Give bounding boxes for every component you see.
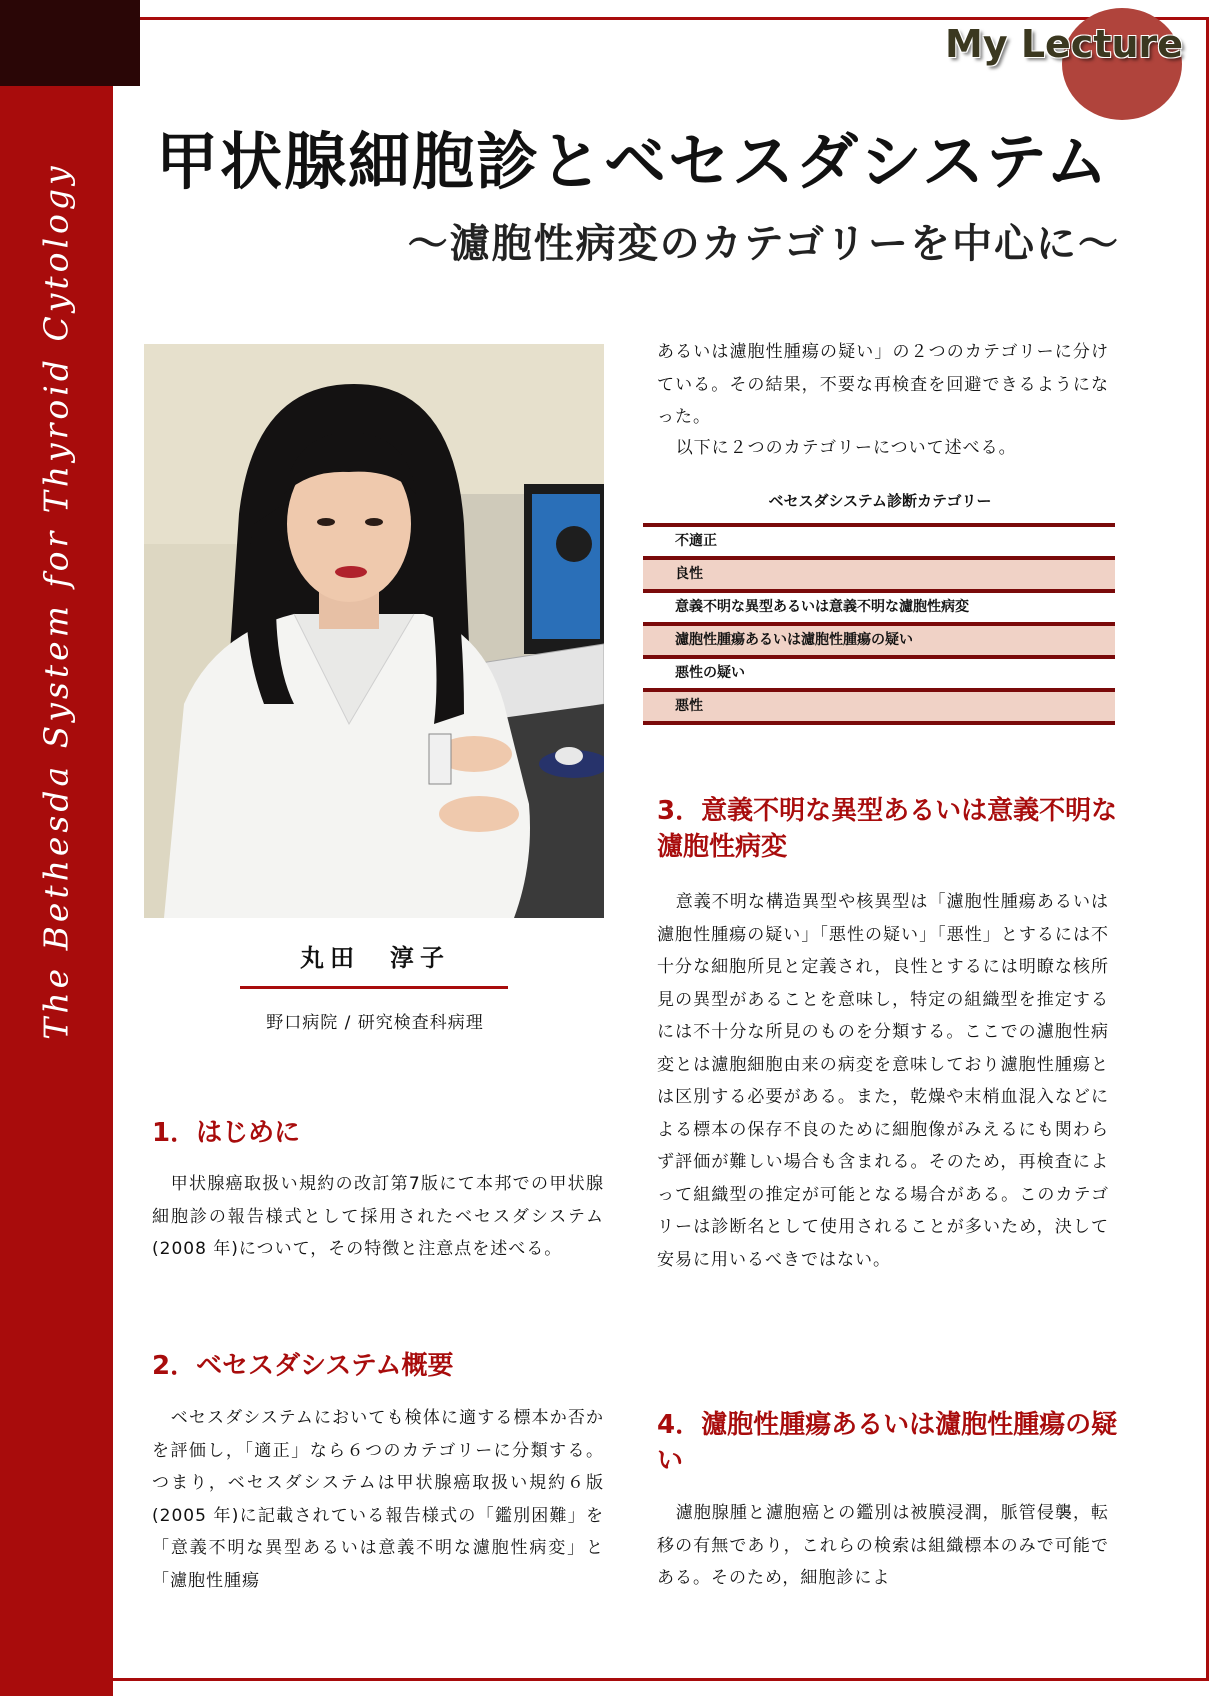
frame-bottom-rule [113, 1678, 1209, 1681]
section-1-heading: 1．はじめに [152, 1118, 301, 1148]
frame-right-rule [1206, 17, 1209, 1680]
section-2-heading: 2．ベセスダシステム概要 [152, 1351, 454, 1381]
column-2-intro: あるいは濾胞性腫瘍の疑い」の２つのカテゴリーに分けている。その結果，不要な再検査を回避できるようになった。 [657, 342, 1109, 427]
section-3-heading: 3．意義不明な異型あるいは意義不明な濾胞性病変 [657, 796, 1118, 862]
table-caption: ベセスダシステム診断カテゴリー [768, 492, 992, 510]
section-3-body: 意義不明な構造異型や核異型は「濾胞性腫瘍あるいは濾胞性腫瘍の疑い」「悪性の疑い」「悪性」とするには不十分な細胞所見と定義され，良性とするには明瞭な核所見の異型があることを意味し，特定の組織型を推定するには不十分な所見のものを分類する。ここでの濾胞性病変とは濾胞細胞由来の病変を意味しており濾胞性腫瘍とは区別する必要がある。また，乾燥や末梢血混入などによる標本の保存不良のために細胞像がみえるにも関わらず評価が難しい場合も含まれる。そのため，再検査によって組織型の推定が可能となる場合がある。このカテゴリーは診断名として使用されることが多いため，決して安易に用いるべきではない。 [657, 892, 1109, 1270]
section-1-body: 甲状腺癌取扱い規約の改訂第7版にて本邦での甲状腺細胞診の報告様式として採用されたベセスダシステム(2008 年)について，その特徴と注意点を述べる。 [152, 1174, 604, 1259]
page-title: 甲状腺細胞診とベセスダシステム [156, 125, 1110, 198]
category-row: 意義不明な異型あるいは意義不明な濾胞性病変 [643, 589, 1115, 622]
sidebar-band [0, 86, 113, 1696]
author-photo [144, 344, 604, 918]
my-lecture-badge: My Lecture [945, 22, 1184, 66]
column-2-intro-2: 以下に２つのカテゴリーについて述べる。 [675, 438, 1017, 458]
table-bottom-rule [643, 721, 1115, 725]
category-row: 良性 [643, 556, 1115, 589]
author-affiliation: 野口病院 / 研究検査科病理 [266, 1013, 484, 1033]
author-photo-illustration [144, 344, 604, 918]
author-name: 丸田 淳子 [300, 944, 450, 972]
sidebar-vertical-title: The Bethesda System for Thyroid Cytology [36, 162, 76, 1040]
section-2-body: ベセスダシステムにおいても検体に適する標本か否かを評価し，「適正」なら６つのカテゴリーに分類する。つまり，ベセスダシステムは甲状腺癌取扱い規約６版(2005 年)に記載されている報告様式の「鑑別困難」を「意義不明な異型あるいは意義不明な濾胞性病変」と「濾胞性腫瘍 [152, 1408, 604, 1591]
category-row: 不適正 [643, 523, 1115, 556]
section-4-heading: 4．濾胞性腫瘍あるいは濾胞性腫瘍の疑い [657, 1410, 1118, 1476]
category-row: 悪性 [643, 688, 1115, 721]
category-row: 悪性の疑い [643, 655, 1115, 688]
page-subtitle: 〜濾胞性病変のカテゴリーを中心に〜 [407, 221, 1120, 267]
category-table [643, 523, 1115, 725]
frame-top-rule [140, 17, 1208, 20]
section-4-body: 濾胞腺腫と濾胞癌との鑑別は被膜浸潤，脈管侵襲，転移の有無であり，これらの検索は組織標本のみで可能である。そのため，細胞診によ [657, 1503, 1109, 1588]
category-row: 濾胞性腫瘍あるいは濾胞性腫瘍の疑い [643, 622, 1115, 655]
corner-block [0, 0, 140, 86]
author-divider [240, 986, 508, 989]
